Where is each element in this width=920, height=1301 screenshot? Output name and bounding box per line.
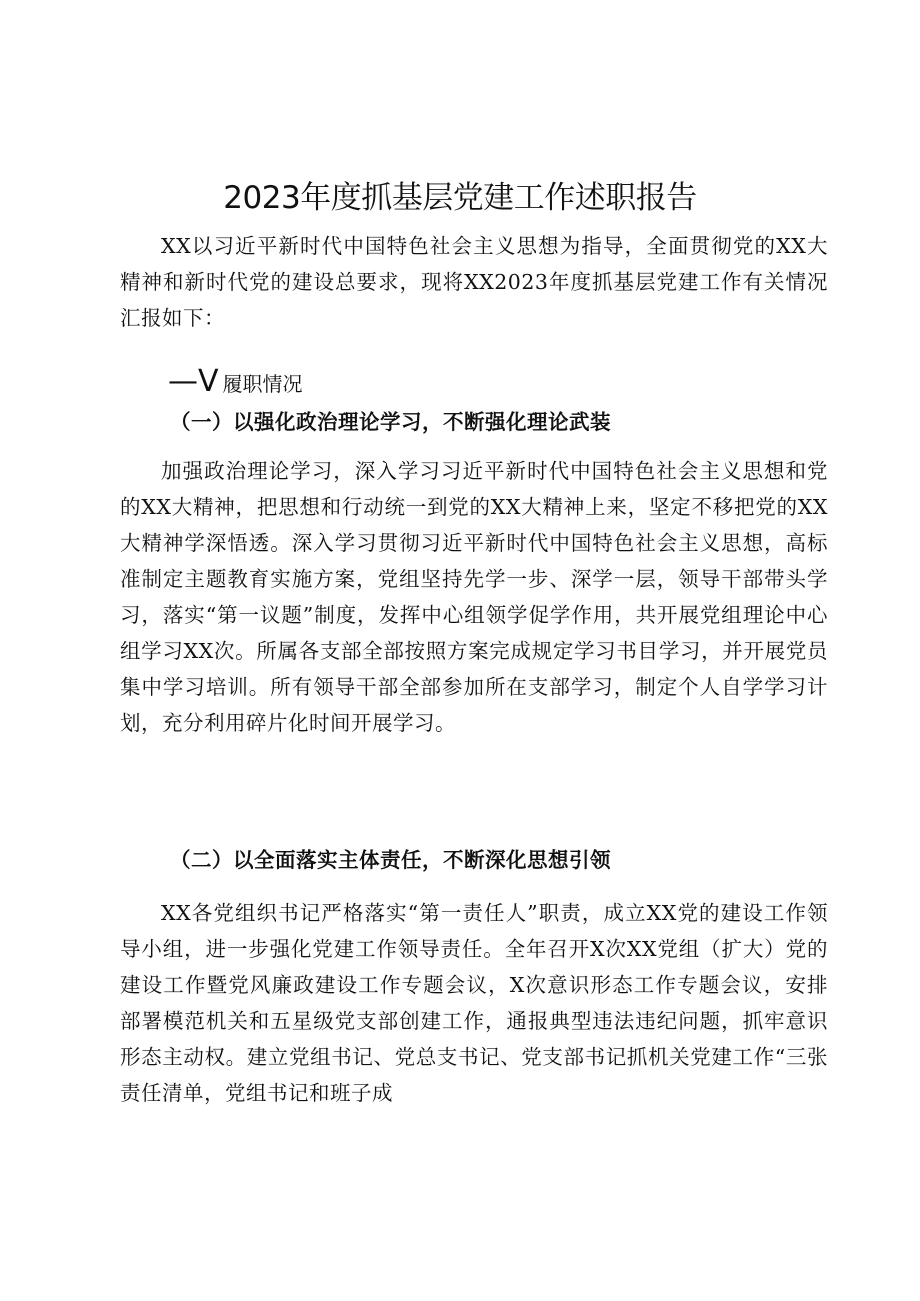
section-heading-1 <box>168 362 303 402</box>
subsection-body-1: 加强政治理论学习，深入学习习近平新时代中国特色社会主义思想和党的XX大精神，把思想和行动统一到党的XX大精神上来，坚定不移把党的XX大精神学深悟透。深入学习贯彻习近平新时代中国特色社会主义思想，高标准制定主题教育实施方案，党组坚持先学一步、深学一层，领导干部带头学习，落实“第一议题”制度，发挥中心组领学促学作用，共开展党组理论中心组学习XX次。所属各支部全部按照方案完成规定学习书目学习，并开展党员集中学习培训。所有领导干部全部参加所在支部学习，制定个人自学学习计划，充分利用碎片化时间开展学习。 <box>120 459 828 735</box>
subsection-body-2: XX各党组织书记严格落实“第一责任人”职责，成立XX党的建设工作领导小组，进一步强化党建工作领导责任。全年召开X次XX党组（扩大）党的建设工作暨党风廉政建设工作专题会议，X次意识形态工作专题会议，安排部署模范机关和五星级党支部创建工作，通报典型违法违纪问题，抓牢意识形态主动权。建立党组书记、党总支书记、党支部书记抓机关党建工作“三张责任清单，党组书记和班子成 <box>120 901 828 1105</box>
document-title: 2023年度抓基层党建工作述职报告 <box>223 180 697 216</box>
section-label: 履职情况 <box>222 372 303 396</box>
intro-paragraph: XX以习近平新时代中国特色社会主义思想为指导，全面贯彻党的XX大精神和新时代党的建设总要求，现将XX2023年度抓基层党建工作有关情况汇报如下： <box>120 234 828 330</box>
section-number: —V <box>168 364 219 399</box>
subsection-heading-2: （二）以全面落实主体责任，不断深化思想引领 <box>170 848 611 872</box>
subsection-heading-1: （一）以强化政治理论学习，不断强化理论武装 <box>170 410 611 434</box>
